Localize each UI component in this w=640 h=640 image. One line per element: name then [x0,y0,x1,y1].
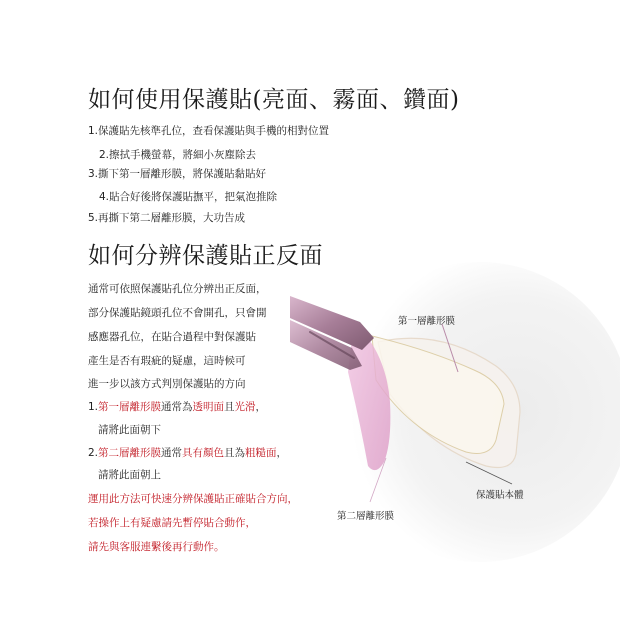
item-2-prop2: 粗糙面 [245,447,277,459]
usage-step-1: 1.保護貼先核準孔位，查看保護貼與手機的相對位置 [88,125,330,137]
item-2-note: 請將此面朝上 [98,469,161,481]
usage-step-5: 5.再撕下第二層離形膜，大功告成 [88,212,246,224]
side-title: 如何分辨保護貼正反面 [88,243,323,269]
intro-line-3: 感應器孔位，在貼合過程中對保護貼 [88,331,256,343]
usage-step-4: 4.貼合好後將保護貼撫平，把氣泡推除 [99,191,278,203]
note-line-3: 請先與客服連繫後再行動作。 [88,541,225,553]
item-1-prop1: 透明面 [192,401,225,413]
item-1-end: ， [255,401,267,413]
item-2-mid: 通常 [161,447,183,459]
item-2-end: ， [276,447,288,459]
item-1-prefix: 1. [88,401,99,413]
item-1-mid: 通常為 [161,401,193,413]
protector-body-label: 保護貼本體 [476,490,524,501]
item-2-prop1: 具有顏色 [182,447,225,459]
intro-line-2: 部分保護貼鏡頭孔位不會開孔，只會開 [88,307,267,319]
item-1-note: 請將此面朝下 [98,424,161,436]
usage-title: 如何使用保護貼(亮面、霧面、鑽面) [88,87,460,113]
intro-line-1: 通常可依照保護貼孔位分辨出正反面， [88,283,267,295]
item-2-film: 第二層離形膜 [98,447,162,459]
item-2-line [88,446,287,460]
intro-line-5: 進一步以該方式判別保護貼的方向 [88,378,246,390]
note-line-2: 若操作上有疑慮請先暫停貼合動作， [88,517,256,529]
note-line-1: 運用此方法可快速分辨保護貼正確貼合方向， [88,493,298,505]
usage-step-2: 2.擦拭手機螢幕，將細小灰塵除去 [99,149,257,161]
item-1-and: 且 [224,401,235,413]
item-2-prefix: 2. [88,447,99,459]
item-1-film: 第一層離形膜 [98,401,162,413]
intro-line-4: 產生是否有瑕疵的疑慮，這時候可 [88,355,246,367]
usage-step-3: 3.撕下第一層離形膜，將保護貼黏貼好 [88,168,267,180]
second-film-label: 第二層離形膜 [337,511,395,522]
item-1-prop2: 光滑 [234,401,256,413]
item-2-and: 且為 [224,447,246,459]
item-1-line [88,400,266,414]
first-film-label: 第一層離形膜 [398,316,456,327]
